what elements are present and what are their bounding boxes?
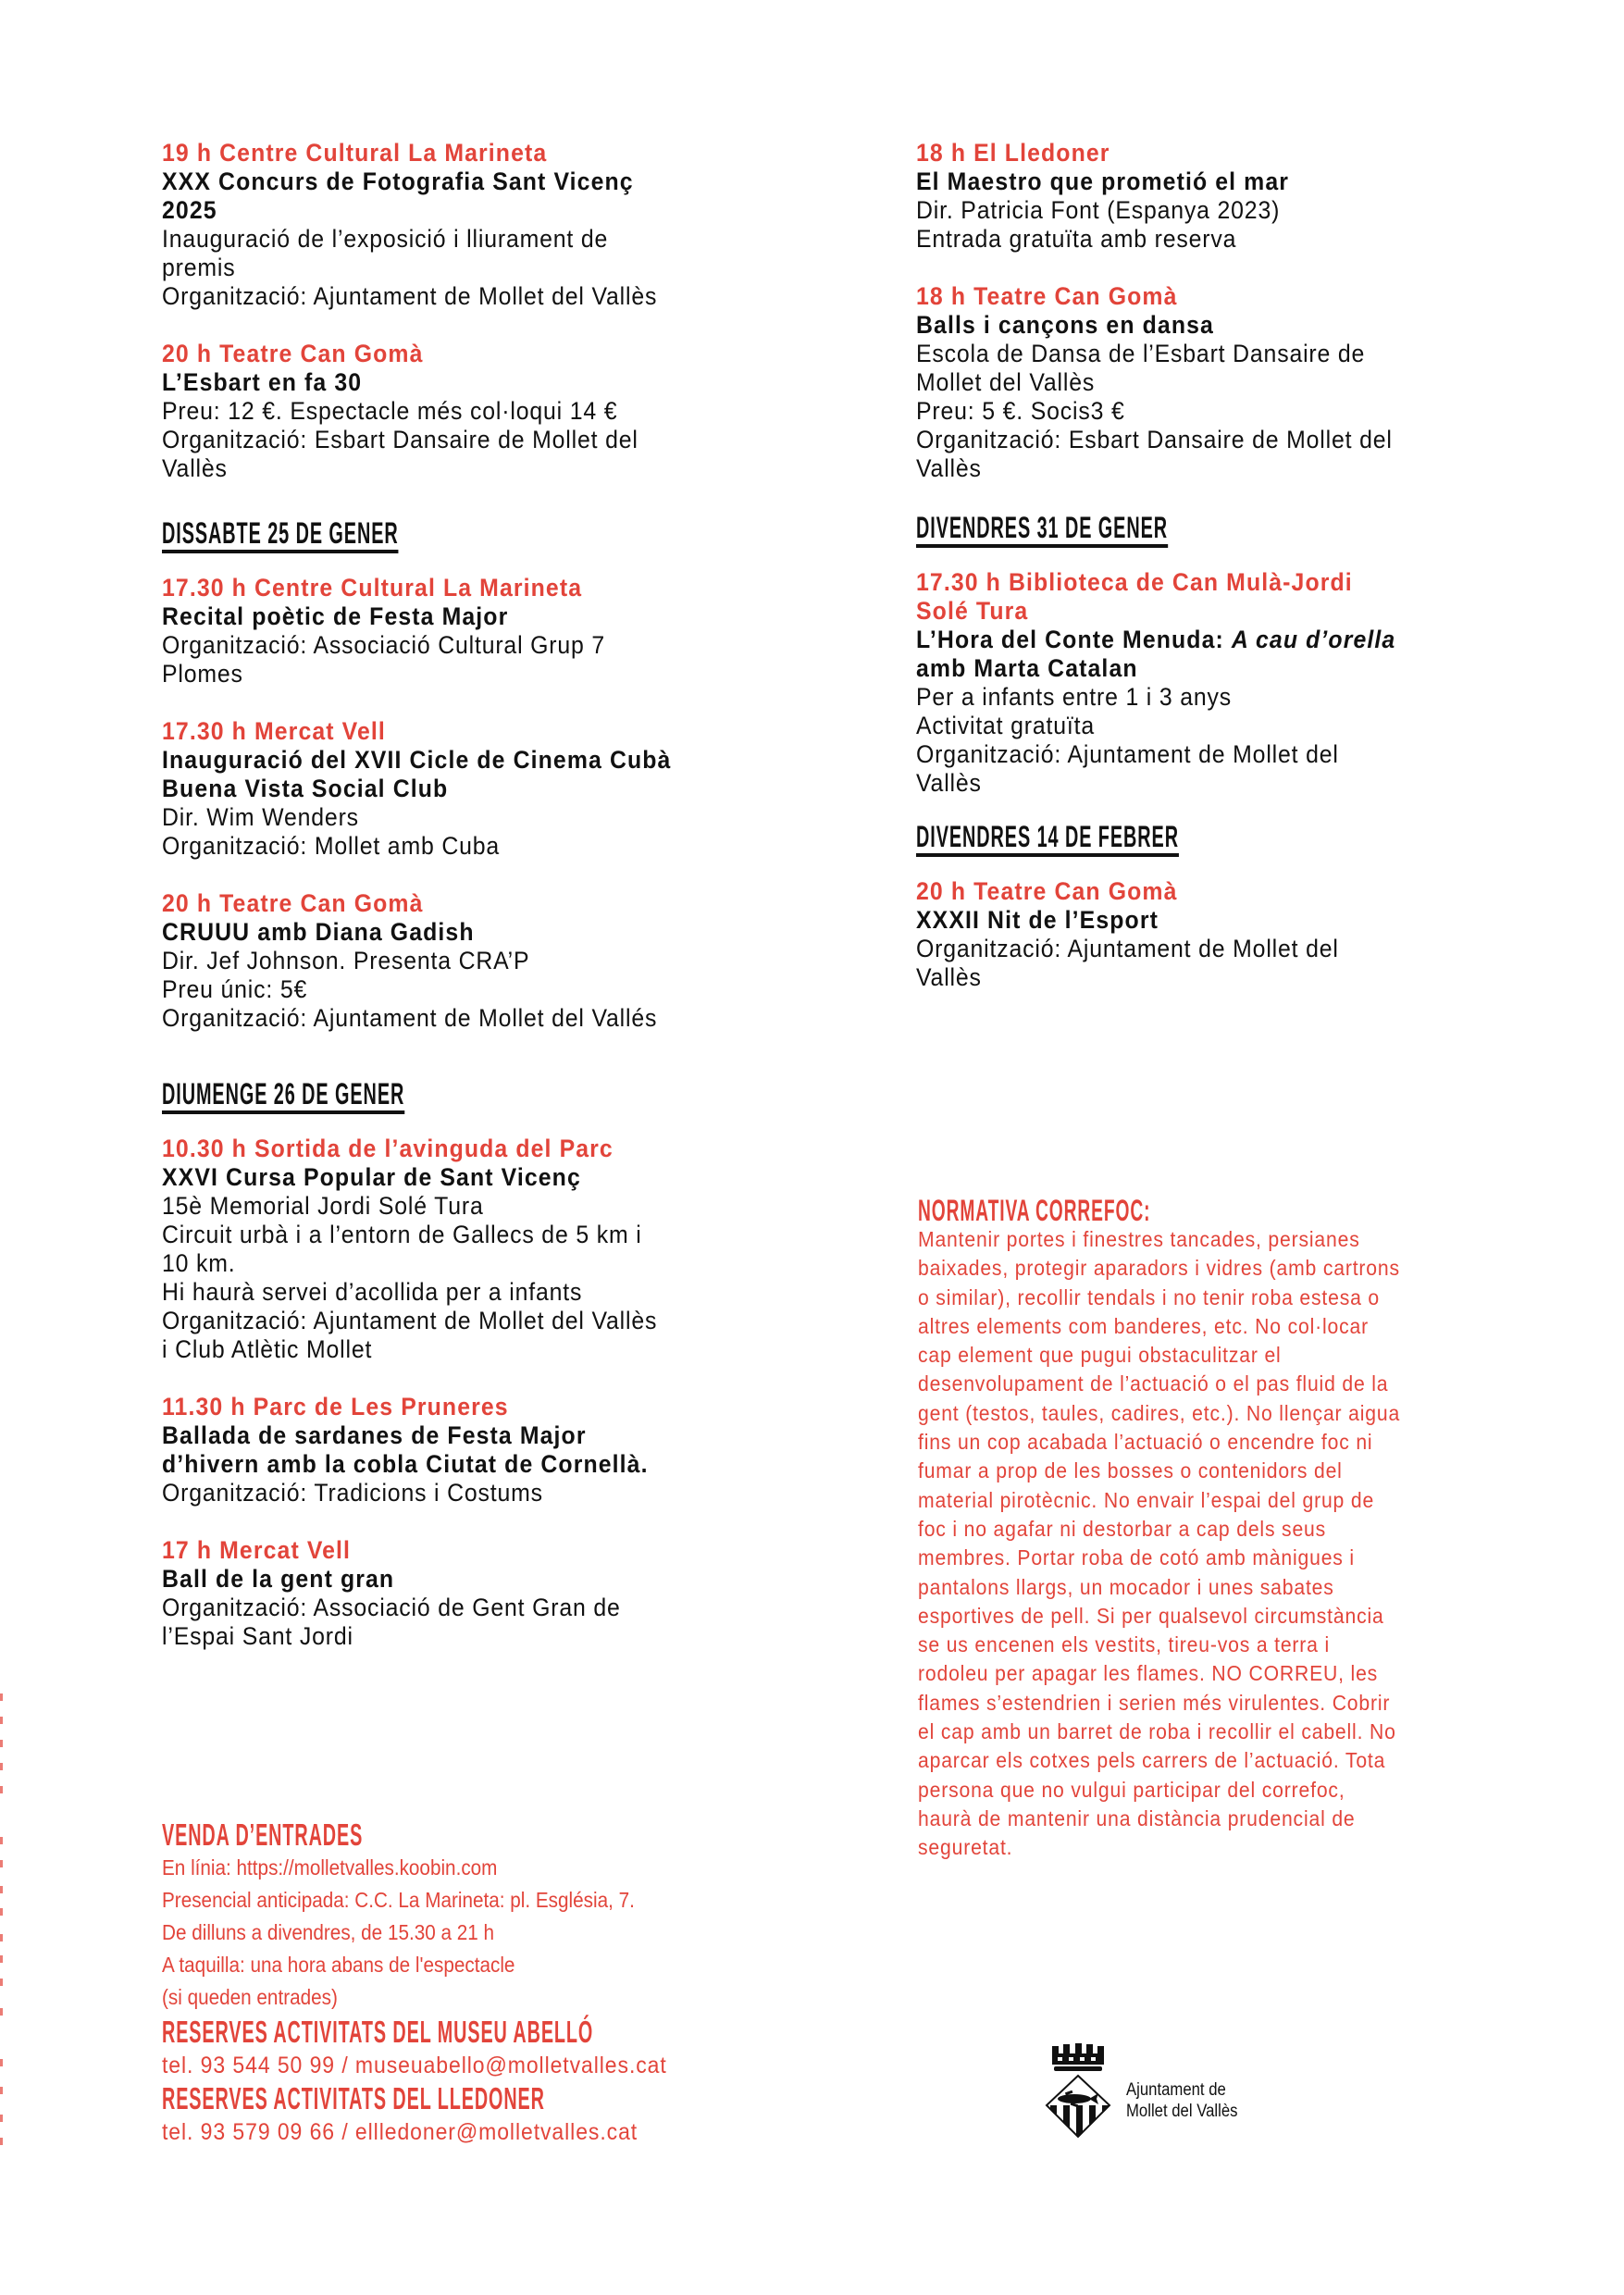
event-detail: Hi haurà servei d’acollida per a infants (162, 1278, 583, 1306)
correfoc-line: material pirotècnic. No envair l’espai del grup de (918, 1487, 1375, 1512)
correfoc-line: persona que no vulgui participar del correfoc, (918, 1777, 1345, 1802)
event-detail: 10 km. (162, 1249, 236, 1277)
correfoc-line: aparcar els cotxes pels carrers de l’actuació. Tota (918, 1748, 1386, 1773)
event-organizer: Organització: Esbart Dansaire de Mollet del (916, 426, 1393, 453)
event-organizer: Organització: Tradicions i Costums (162, 1479, 543, 1507)
left-column (162, 139, 865, 1680)
event-title (916, 626, 1478, 654)
correfoc-line: esportives de pell. Si per qualsevol circumstància (918, 1603, 1384, 1628)
event-detail: Escola de Dansa de l’Esbart Dansaire de (916, 340, 1366, 367)
event-location: 20 h Teatre Can Gomà (162, 889, 424, 917)
event-organizer: l’Espai Sant Jordi (162, 1622, 353, 1650)
day-heading-wrapper (162, 1077, 865, 1135)
tickets-online[interactable]: En línia: https://molletvalles.koobin.com (162, 1855, 498, 1879)
tickets-presencial: Presencial anticipada: C.C. La Marineta: pl. Església, 7. (162, 1888, 635, 1912)
event-ballada-sardanes (162, 1393, 865, 1507)
event-nit-esport (916, 877, 1527, 992)
museu-abello-contact[interactable]: tel. 93 544 50 99 / museuabello@molletvalles.cat (162, 2053, 667, 2078)
event-title: L’Esbart en fa 30 (162, 368, 363, 396)
event-title: d’hivern amb la cobla Ciutat de Cornellà. (162, 1450, 649, 1478)
lledoner-heading: RESERVES ACTIVITATS DEL LLEDONER (162, 2081, 545, 2115)
correfoc-line: haurà de mantenir una distància prudencial de (918, 1805, 1356, 1830)
correfoc-line: flames s’estendrien i serien més virulentes. Cobrir (918, 1690, 1391, 1715)
event-organizer: Vallès (162, 454, 228, 482)
page-edge-marks (0, 1675, 4, 2193)
event-esbart-fa-30 (162, 340, 865, 483)
correfoc-line: membres. Portar roba de cotó amb mànigues i (918, 1545, 1355, 1570)
correfoc-line: altres elements com banderes, etc. No col·locar (918, 1313, 1369, 1338)
correfoc-line: desenvolupament de l’actuació o el pas fluid de la (918, 1371, 1389, 1396)
correfoc-line: foc i no agafar ni destorbar a cap dels seus (918, 1516, 1327, 1541)
event-organizer: Organització: Mollet amb Cuba (162, 832, 501, 860)
event-location: 17.30 h Centre Cultural La Marineta (162, 574, 583, 602)
correfoc-line: fumar a prop de les bosses o contenidors del (918, 1458, 1343, 1483)
event-organizer: Organització: Ajuntament de Mollet del Vallès (162, 282, 658, 310)
logo-text (1126, 2079, 1238, 2122)
event-cursa-popular (162, 1135, 865, 1364)
correfoc-line: seguretat. (918, 1835, 1013, 1860)
event-title: Balls i cançons en dansa (916, 311, 1214, 339)
event-maestro-mar (916, 139, 1527, 254)
tickets-box-office: A taquilla: una hora abans de l'espectacle (162, 1953, 515, 1977)
event-director: Dir. Wim Wenders (162, 803, 359, 831)
event-location: 20 h Teatre Can Gomà (162, 340, 424, 367)
event-price: Entrada gratuïta amb reserva (916, 225, 1237, 253)
tickets-section (162, 1818, 865, 2149)
event-organizer: Plomes (162, 660, 243, 688)
event-organizer: Organització: Ajuntament de Mollet del Vallés (162, 1004, 658, 1032)
event-location: 17.30 h Mercat Vell (162, 717, 386, 745)
correfoc-line: el cap amb un barret de roba i recollir el cabell. No (918, 1719, 1396, 1744)
correfoc-body (918, 1225, 1529, 1863)
event-location: 18 h El Lledoner (916, 139, 1110, 167)
day-heading-wrapper (916, 511, 1527, 568)
event-audience: Per a infants entre 1 i 3 anys (916, 683, 1233, 711)
event-detail: Inauguració de l’exposició i lliurament de (162, 225, 609, 253)
event-organizer: i Club Atlètic Mollet (162, 1335, 373, 1363)
event-organizer: Organització: Associació Cultural Grup 7 (162, 631, 606, 659)
event-title: XXVI Cursa Popular de Sant Vicenç (162, 1163, 581, 1191)
event-location: Solé Tura (916, 597, 1029, 625)
tickets-hours: De dilluns a divendres, de 15.30 a 21 h (162, 1920, 495, 1944)
event-detail: Circuit urbà i a l’entorn de Gallecs de 5 km i (162, 1221, 642, 1248)
event-title: CRUUU amb Diana Gadish (162, 918, 475, 946)
event-title: amb Marta Catalan (916, 654, 1138, 682)
event-location: 20 h Teatre Can Gomà (916, 877, 1178, 905)
event-title-plain: L’Hora del Conte Menuda: (916, 626, 1232, 653)
event-director: Dir. Patricia Font (Espanya 2023) (916, 196, 1281, 224)
day-heading-divendres-14: DIVENDRES 14 DE FEBRER (916, 820, 1179, 857)
event-detail: Mollet del Vallès (916, 368, 1096, 396)
event-organizer: Organització: Ajuntament de Mollet del (916, 740, 1339, 768)
day-heading-diumenge-26: DIUMENGE 26 DE GENER (162, 1077, 404, 1114)
lledoner-contact[interactable]: tel. 93 579 09 66 / ellledoner@molletvalles.cat (162, 2119, 638, 2145)
event-cicle-cinema-cuba (162, 717, 865, 861)
correfoc-line: pantalons llargs, un mocador i unes sabates (918, 1574, 1334, 1599)
event-organizer: Organització: Ajuntament de Mollet del Vallès (162, 1307, 658, 1334)
event-price: Preu: 12 €. Espectacle més col·loqui 14 € (162, 397, 618, 425)
day-heading-divendres-31: DIVENDRES 31 DE GENER (916, 511, 1168, 548)
event-price: Preu: 5 €. Socis3 € (916, 397, 1125, 425)
event-title: El Maestro que prometió el mar (916, 167, 1290, 195)
event-title: Inauguració del XVII Cicle de Cinema Cubà (162, 746, 672, 774)
coat-of-arms-icon (1041, 2041, 1115, 2139)
logo-line-1: Ajuntament de (1126, 2080, 1226, 2100)
event-hora-conte (916, 568, 1527, 798)
event-cruuu (162, 889, 865, 1033)
day-heading-wrapper (916, 820, 1527, 877)
event-location: 17 h Mercat Vell (162, 1536, 352, 1564)
event-balls-cancons (916, 282, 1527, 483)
tickets-box-office-note: (si queden entrades) (162, 1985, 338, 2009)
event-location: 18 h Teatre Can Gomà (916, 282, 1178, 310)
day-heading-wrapper (162, 516, 865, 574)
event-organizer: Organització: Ajuntament de Mollet del (916, 935, 1339, 962)
correfoc-line: gent (testos, taules, cadires, etc.). No llençar aigua (918, 1400, 1401, 1425)
event-title: Recital poètic de Festa Major (162, 602, 509, 630)
event-location: 17.30 h Biblioteca de Can Mulà-Jordi (916, 568, 1353, 596)
correfoc-line: fins un cop acabada l’actuació o encendre foc ni (918, 1430, 1373, 1455)
correfoc-line: se us encenen els vestits, tireu-vos a terra i (918, 1632, 1331, 1657)
correfoc-line: rodoleu per apagar les flames. NO CORREU, les (918, 1661, 1379, 1686)
event-title: Ball de la gent gran (162, 1565, 395, 1593)
ajuntament-logo (1041, 2041, 1263, 2142)
event-concurs-fotografia (162, 139, 865, 311)
event-location: 11.30 h Parc de Les Pruneres (162, 1393, 509, 1420)
logo-line-2: Mollet del Vallès (1126, 2102, 1238, 2121)
event-detail: premis (162, 254, 236, 281)
right-column (916, 139, 1527, 1021)
event-organizer: Organització: Associació de Gent Gran de (162, 1594, 621, 1621)
event-title: XXXII Nit de l’Esport (916, 906, 1159, 934)
event-price: Activitat gratuïta (916, 712, 1096, 739)
correfoc-heading: NORMATIVA CORREFOC: (918, 1194, 1151, 1227)
museu-abello-heading: RESERVES ACTIVITATS DEL MUSEU ABELLÓ (162, 2015, 594, 2049)
correfoc-line: o similar), recollir tendals i no tenir roba estesa o (918, 1284, 1381, 1309)
day-heading-dissabte-25: DISSABTE 25 DE GENER (162, 516, 399, 553)
event-director: Dir. Jef Johnson. Presenta CRA’P (162, 947, 530, 974)
event-organizer: Vallès (916, 769, 982, 797)
event-organizer: Vallès (916, 963, 982, 991)
event-title: Ballada de sardanes de Festa Major (162, 1421, 587, 1449)
event-ball-gent-gran (162, 1536, 865, 1651)
event-title: Buena Vista Social Club (162, 775, 449, 802)
event-title-italic: A cau d’orella (1231, 626, 1396, 653)
event-location: 19 h Centre Cultural La Marineta (162, 139, 548, 167)
correfoc-line: Mantenir portes i finestres tancades, persianes (918, 1227, 1360, 1251)
tickets-heading: VENDA D’ENTRADES (162, 1817, 364, 1852)
event-location: 10.30 h Sortida de l’avinguda del Parc (162, 1135, 614, 1162)
event-organizer: Organització: Esbart Dansaire de Mollet del (162, 426, 638, 453)
event-title: XXX Concurs de Fotografia Sant Vicenç (162, 167, 634, 195)
correfoc-line: baixades, protegir aparadors i vidres (amb cartrons (918, 1256, 1400, 1281)
event-recital-poetic (162, 574, 865, 688)
event-price: Preu únic: 5€ (162, 975, 308, 1003)
correfoc-rules-section (918, 1194, 1529, 1863)
event-detail: 15è Memorial Jordi Solé Tura (162, 1192, 484, 1220)
event-organizer: Vallès (916, 454, 982, 482)
correfoc-line: cap element que pugui obstaculitzar el (918, 1343, 1282, 1368)
event-title: 2025 (162, 196, 217, 224)
